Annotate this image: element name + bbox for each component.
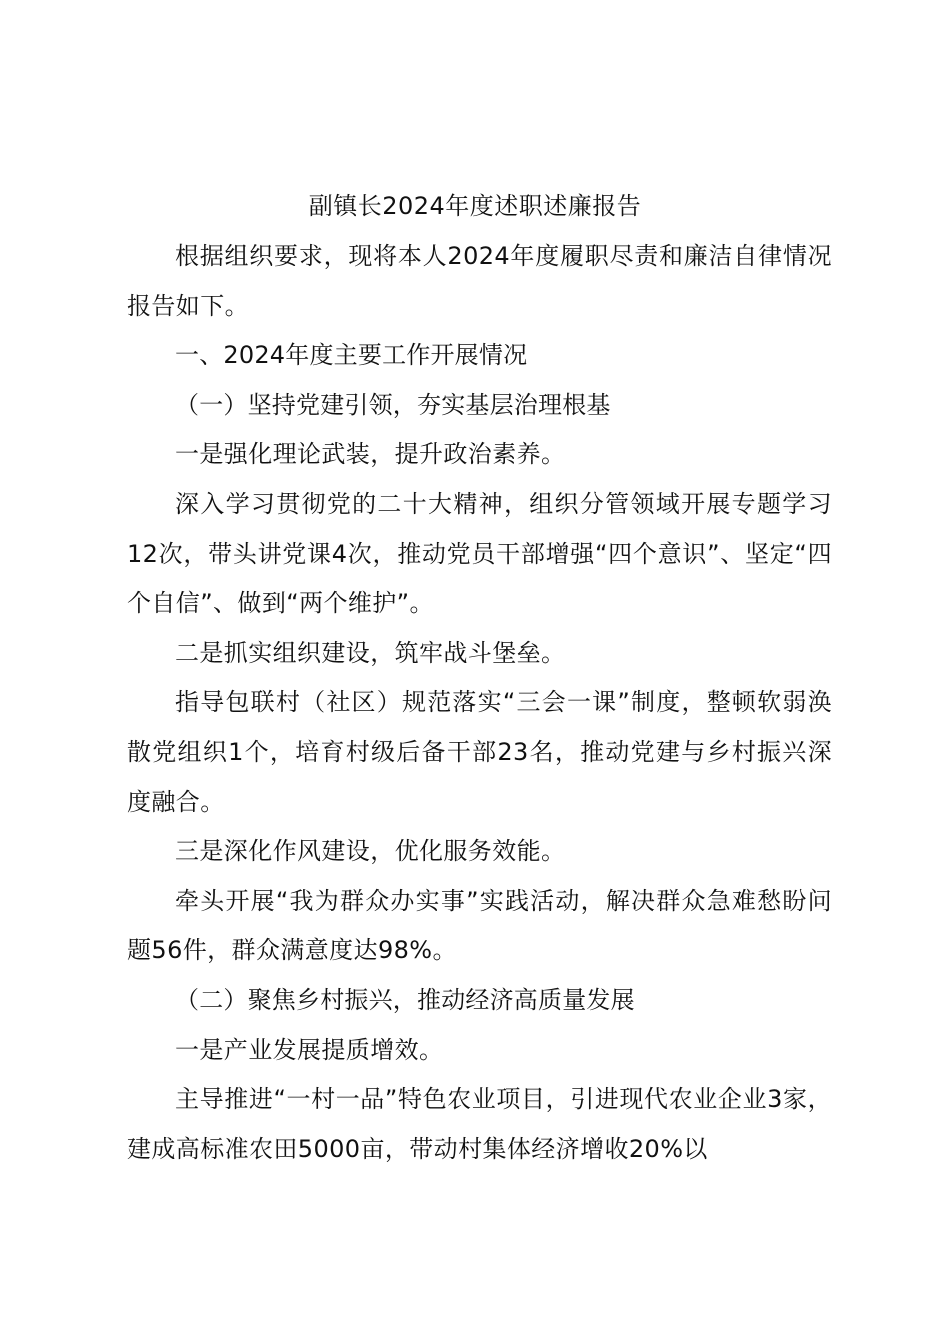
subsection-heading-2: （二）聚焦乡村振兴，推动经济高质量发展 <box>175 985 635 1014</box>
point-heading-4: 一是产业发展提质增效。 <box>175 1035 444 1064</box>
point-body-2: 指导包联村（社区）规范落实“三会一课”制度，整顿软弱涣散党组织1个，培育村级后备干部23名，推动党建与乡村振兴深度融合。 <box>127 688 832 816</box>
intro-paragraph: 根据组织要求，现将本人2024年度履职尽责和廉洁自律情况报告如下。 <box>127 242 832 320</box>
point-heading-2: 二是抓实组织建设，筑牢战斗堡垒。 <box>175 638 566 667</box>
subsection-heading-1: （一）坚持党建引领，夯实基层治理根基 <box>175 390 611 419</box>
document-body <box>127 232 832 1174</box>
document-title: 副镇长2024年度述职述廉报告 <box>308 192 642 220</box>
point-body-4: 主导推进“一村一品”特色农业项目，引进现代农业企业3家，建成高标准农田5000亩，带动村集体经济增收20%以 <box>127 1085 832 1163</box>
point-body-1: 深入学习贯彻党的二十大精神，组织分管领域开展专题学习12次，带头讲党课4次，推动党员干部增强“四个意识”、坚定“四个自信”、做到“两个维护”。 <box>127 489 832 618</box>
point-heading-1: 一是强化理论武装，提升政治素养。 <box>175 440 566 469</box>
point-heading-3: 三是深化作风建设，优化服务效能。 <box>175 837 566 866</box>
section-heading-1: 一、2024年度主要工作开展情况 <box>175 341 528 370</box>
point-body-3: 牵头开展“我为群众办实事”实践活动，解决群众急难愁盼问题56件，群众满意度达98%。 <box>127 886 832 965</box>
